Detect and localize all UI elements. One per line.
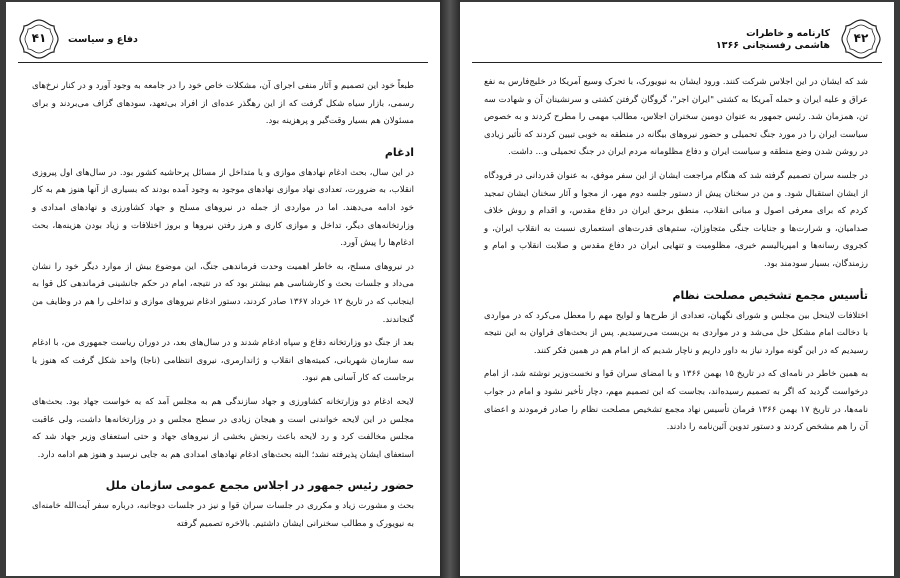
running-head-line: هاشمی رفسنجانی ۱۳۶۶	[715, 40, 830, 51]
left-page	[6, 2, 440, 576]
header-rule	[18, 62, 428, 63]
paragraph: در نیروهای مسلح، به خاطر اهمیت وحدت فرماندهی جنگ، این موضوع بیش از موارد دیگر خود را نشان می‌داد و جلسات بحث و کارشناسی هم بیشتر بود که در نتیجه، امام در حکم جانشینی فرماندهی کل قوا به اینجانب که در تاریخ ۱۲ خرداد ۱۳۶۷ صادر کردند، دستور ادغام نیروهای موازی و تداخلی را هم در وظایف من گنجاندند.	[32, 261, 414, 325]
left-page-body	[32, 78, 414, 570]
paragraph: طبعاً خود این تصمیم و آثار منفی اجرای آن، مشکلات خاص خود را در جامعه به وجود آورد و در کنار نرخ‌های رسمی، بازار سیاه شکل گرفت که از این رهگذر عده‌ای از افراد بی‌تعهد، سودهای گزاف می‌بردند و برای مسئولان هم بسیار وقت‌گیر و پرهزینه بود.	[32, 81, 414, 127]
page-number: ۴۲	[853, 31, 869, 45]
paragraph: لایحه ادغام دو وزارتخانه کشاورزی و جهاد سازندگی هم به مجلس آمد که به خواست جهاد بود. بحث‌های مجلس در این لایحه خواندنی است و هیجان زیادی در سطح مجلس و در وزارتخانه‌ها داشت، ولی عاقبت مجلس مخالفت کرد و رد لایحه باعث رنجش بخشی از نیروهای جهاد و حتی استعفای وزیر جهاد شد که استعفای ایشان پذیرفته نشد؛ البته بحث‌های ادغام نهادهای امدادی هم به جایی نرسید و هنوز هم ادامه دارد.	[32, 396, 414, 460]
paragraph: در این سال، بحث ادغام نهادهای موازی و یا متداخل از مسائل پرحاشیه کشور بود. در سال‌های اول پیروزی انقلاب، به ضرورت، تعدادی نهاد موازی نهادهای موجود به وجود آمده بودند که بسیاری از آنها هنوز هم به کار خود ادامه می‌دهند. اما در مواردی از جمله در نیروهای مسلح و جهاد کشاورزی و نهادهای امدادی و وزارتخانه‌های دیگر، تداخل و موازی کاری و هرز رفتن نیروها و بروز اختلافات و زیاد بودن هزینه‌ها، بحث ادغام‌ها را پیش آورد.	[32, 167, 414, 249]
page-number: ۴۱	[31, 31, 47, 45]
header-rule	[472, 62, 882, 63]
paragraph: بعد از جنگ دو وزارتخانه دفاع و سپاه ادغام شدند و در سال‌های بعد، در دوران ریاست جمهوری من، با ادغام سه سازمان شهربانی، کمیته‌های انقلاب و ژاندارمری، نیروی انتظامی (ناجا) واحد شکل گرفت که هنوز یا برجاست که کار آسانی هم نبود.	[32, 338, 414, 384]
paragraph: اختلافات لاینحل بین مجلس و شورای نگهبان، تعدادی از طرح‌ها و لوایح مهم را معطل می‌کرد که در مواردی با دخالت امام مشکل حل می‌شد و در مواردی به بن‌بست می‌رسیدیم. پس از بحث‌های فراوان به این نتیجه رسیدیم که در این گونه موارد نیاز به داور داریم و ناچار شدیم که از امام هم در همین فکر کنند.	[484, 310, 868, 356]
paragraph: شد که ایشان در این اجلاس شرکت کنند. ورود ایشان به نیویورک، با تحرک وسیع آمریکا در خلیج‌فارس به نفع عراق و علیه ایران و حمله آمریکا به کشتی "ایران اجر"، گروگان گرفتن کشتی و سرنشینان آن و شهادت سه تن، همزمان شد. رئیس جمهور به عنوان دومین سخنران اجلاس، مطالب مهمی را مطرح کردند و به خصوص سیاست ایران را در مورد جنگ تحمیلی و حضور نیروهای بیگانه در منطقه به خوبی تبیین کردند که تأثیر زیادی در روشن شدن وضع منطقه و سیاست ایران و دفاع مظلومانه مردم ایران در جنگ تحمیلی و... داشت.	[484, 77, 868, 158]
section-heading: تأسیس مجمع تشخیص مصلحت نظام	[672, 288, 868, 302]
running-head: دفاع و سیاست	[68, 34, 138, 45]
paragraph: به همین خاطر در نامه‌ای که در تاریخ ۱۵ بهمن ۱۳۶۶ و با امضای سران قوا و نخست‌وزیر نوشته شد، از امام درخواست گردید که اگر به تصمیم رسیده‌اند، بجاست که این تصمیم مهم، دچار تأخیر نشود و امام در جواب نامه‌ها، در تاریخ ۱۷ بهمن ۱۳۶۶ فرمان تأسیس نهاد مجمع تشخیص مصلحت نظام را صادر فرمودند و اعضای آن را هم مشخص کردند و دستور تدوین آئین‌نامه را دادند.	[484, 369, 869, 433]
paragraph: بحث و مشورت زیاد و مکرری در جلسات سران قوا و نیز در جلسات دوجانبه، درباره سفر آیت‌الله خامنه‌ای به نیویورک و مطالب سخنرانی ایشان داشتیم. بالاخره تصمیم گرفته	[32, 501, 414, 529]
paragraph: در جلسه سران تصمیم گرفته شد که هنگام مراجعت ایشان از این سفر موفق، به عنوان قدردانی در فرودگاه از ایشان استقبال شود. و من در سخنان پیش از دستور جلسه دوم مهر، از مجوا و آثار سخنان ایشان تمجید کردم که برای معرفی اصول و مبانی انقلاب، منطق برحق ایران در دفاع مقدس، و اقدام و روش خلاف صدامیان، و شرارت‌ها و جنایات جنگی متجاوزان، ستم‌های قدرت‌های استعماری نسبت به انقلاب ایران، و کجروی رسانه‌ها و امپریالیسم خبری، مظلومیت و تنهایی ایران در دفاع مقدس و صلابت انقلاب و امام و رزمندگان، بسیار سودمند بود.	[484, 170, 868, 269]
right-page	[460, 2, 894, 576]
running-head-line: کارنامه و خاطرات	[746, 28, 830, 39]
right-page-header	[472, 16, 882, 72]
ornament-frame-icon	[840, 18, 882, 60]
running-head	[716, 28, 830, 52]
left-page-header	[18, 16, 428, 72]
section-heading: حضور رئیس جمهور در اجلاس مجمع عمومی سازمان ملل	[105, 479, 414, 493]
section-heading: ادغام	[384, 145, 414, 159]
right-page-body	[484, 74, 868, 570]
book-gutter	[440, 0, 460, 578]
ornament-frame-icon	[18, 18, 60, 60]
